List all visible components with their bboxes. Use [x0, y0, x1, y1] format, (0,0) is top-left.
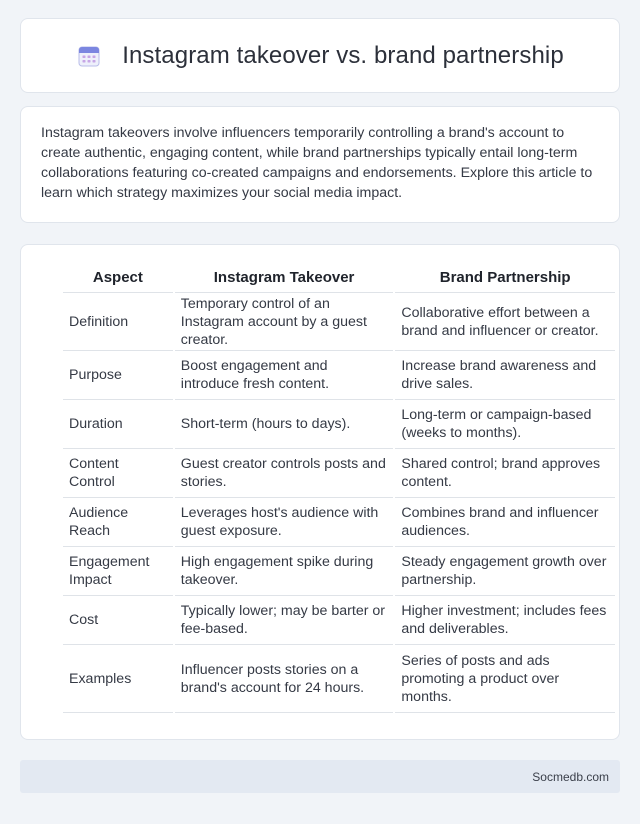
- row-takeover: Short-term (hours to days).: [175, 400, 394, 449]
- row-partnership: Combines brand and influencer audiences.: [395, 498, 615, 547]
- table-row: [63, 293, 615, 351]
- column-header-aspect: Aspect: [63, 263, 173, 293]
- row-partnership: Long-term or campaign-based (weeks to months).: [395, 400, 615, 449]
- row-takeover: High engagement spike during takeover.: [175, 547, 394, 596]
- row-aspect: Purpose: [63, 351, 173, 400]
- intro-paragraph: Instagram takeovers involve influencers temporarily controlling a brand's account to create authentic, engaging content, while brand partnerships typically entail long-term collaborations featuring co-created campaigns and endorsements. Explore this article to learn which strategy maximizes your social media impact.: [41, 125, 593, 201]
- table-row: [63, 498, 615, 547]
- row-partnership: Series of posts and ads promoting a product over months.: [395, 645, 615, 713]
- column-header-takeover: Instagram Takeover: [175, 263, 394, 293]
- column-header-partnership: Brand Partnership: [395, 263, 615, 293]
- comparison-table: [61, 263, 617, 713]
- row-partnership: Increase brand awareness and drive sales.: [395, 351, 615, 400]
- row-takeover: Boost engagement and introduce fresh content.: [175, 351, 394, 400]
- row-aspect: Definition: [63, 293, 173, 351]
- page-title: Instagram takeover vs. brand partnership: [122, 41, 564, 69]
- table-row: [63, 645, 615, 713]
- title-wrap: [76, 42, 564, 70]
- table-row: [63, 351, 615, 400]
- table-row: [63, 449, 615, 498]
- footer-site-link[interactable]: Socmedb.com: [532, 769, 609, 784]
- row-partnership: Steady engagement growth over partnership.: [395, 547, 615, 596]
- row-partnership: Shared control; brand approves content.: [395, 449, 615, 498]
- row-takeover: Guest creator controls posts and stories.: [175, 449, 394, 498]
- row-partnership: Collaborative effort between a brand and influencer or creator.: [395, 293, 615, 351]
- table-row: [63, 596, 615, 645]
- row-takeover: Temporary control of an Instagram account by a guest creator.: [175, 293, 394, 351]
- row-takeover: Influencer posts stories on a brand's account for 24 hours.: [175, 645, 394, 713]
- row-takeover: Leverages host's audience with guest exposure.: [175, 498, 394, 547]
- table-row: [63, 400, 615, 449]
- row-partnership: Higher investment; includes fees and deliverables.: [395, 596, 615, 645]
- row-aspect: Content Control: [63, 449, 173, 498]
- row-takeover: Typically lower; may be barter or fee-based.: [175, 596, 394, 645]
- table-header-row: [63, 263, 615, 293]
- row-aspect: Audience Reach: [63, 498, 173, 547]
- row-aspect: Examples: [63, 645, 173, 713]
- table-row: [63, 547, 615, 596]
- intro-card: [20, 106, 620, 223]
- row-aspect: Duration: [63, 400, 173, 449]
- comparison-card: [20, 244, 620, 740]
- title-card: [20, 18, 620, 93]
- footer-bar: [20, 760, 620, 793]
- row-aspect: Engagement Impact: [63, 547, 173, 596]
- calendar-icon: [76, 43, 102, 69]
- row-aspect: Cost: [63, 596, 173, 645]
